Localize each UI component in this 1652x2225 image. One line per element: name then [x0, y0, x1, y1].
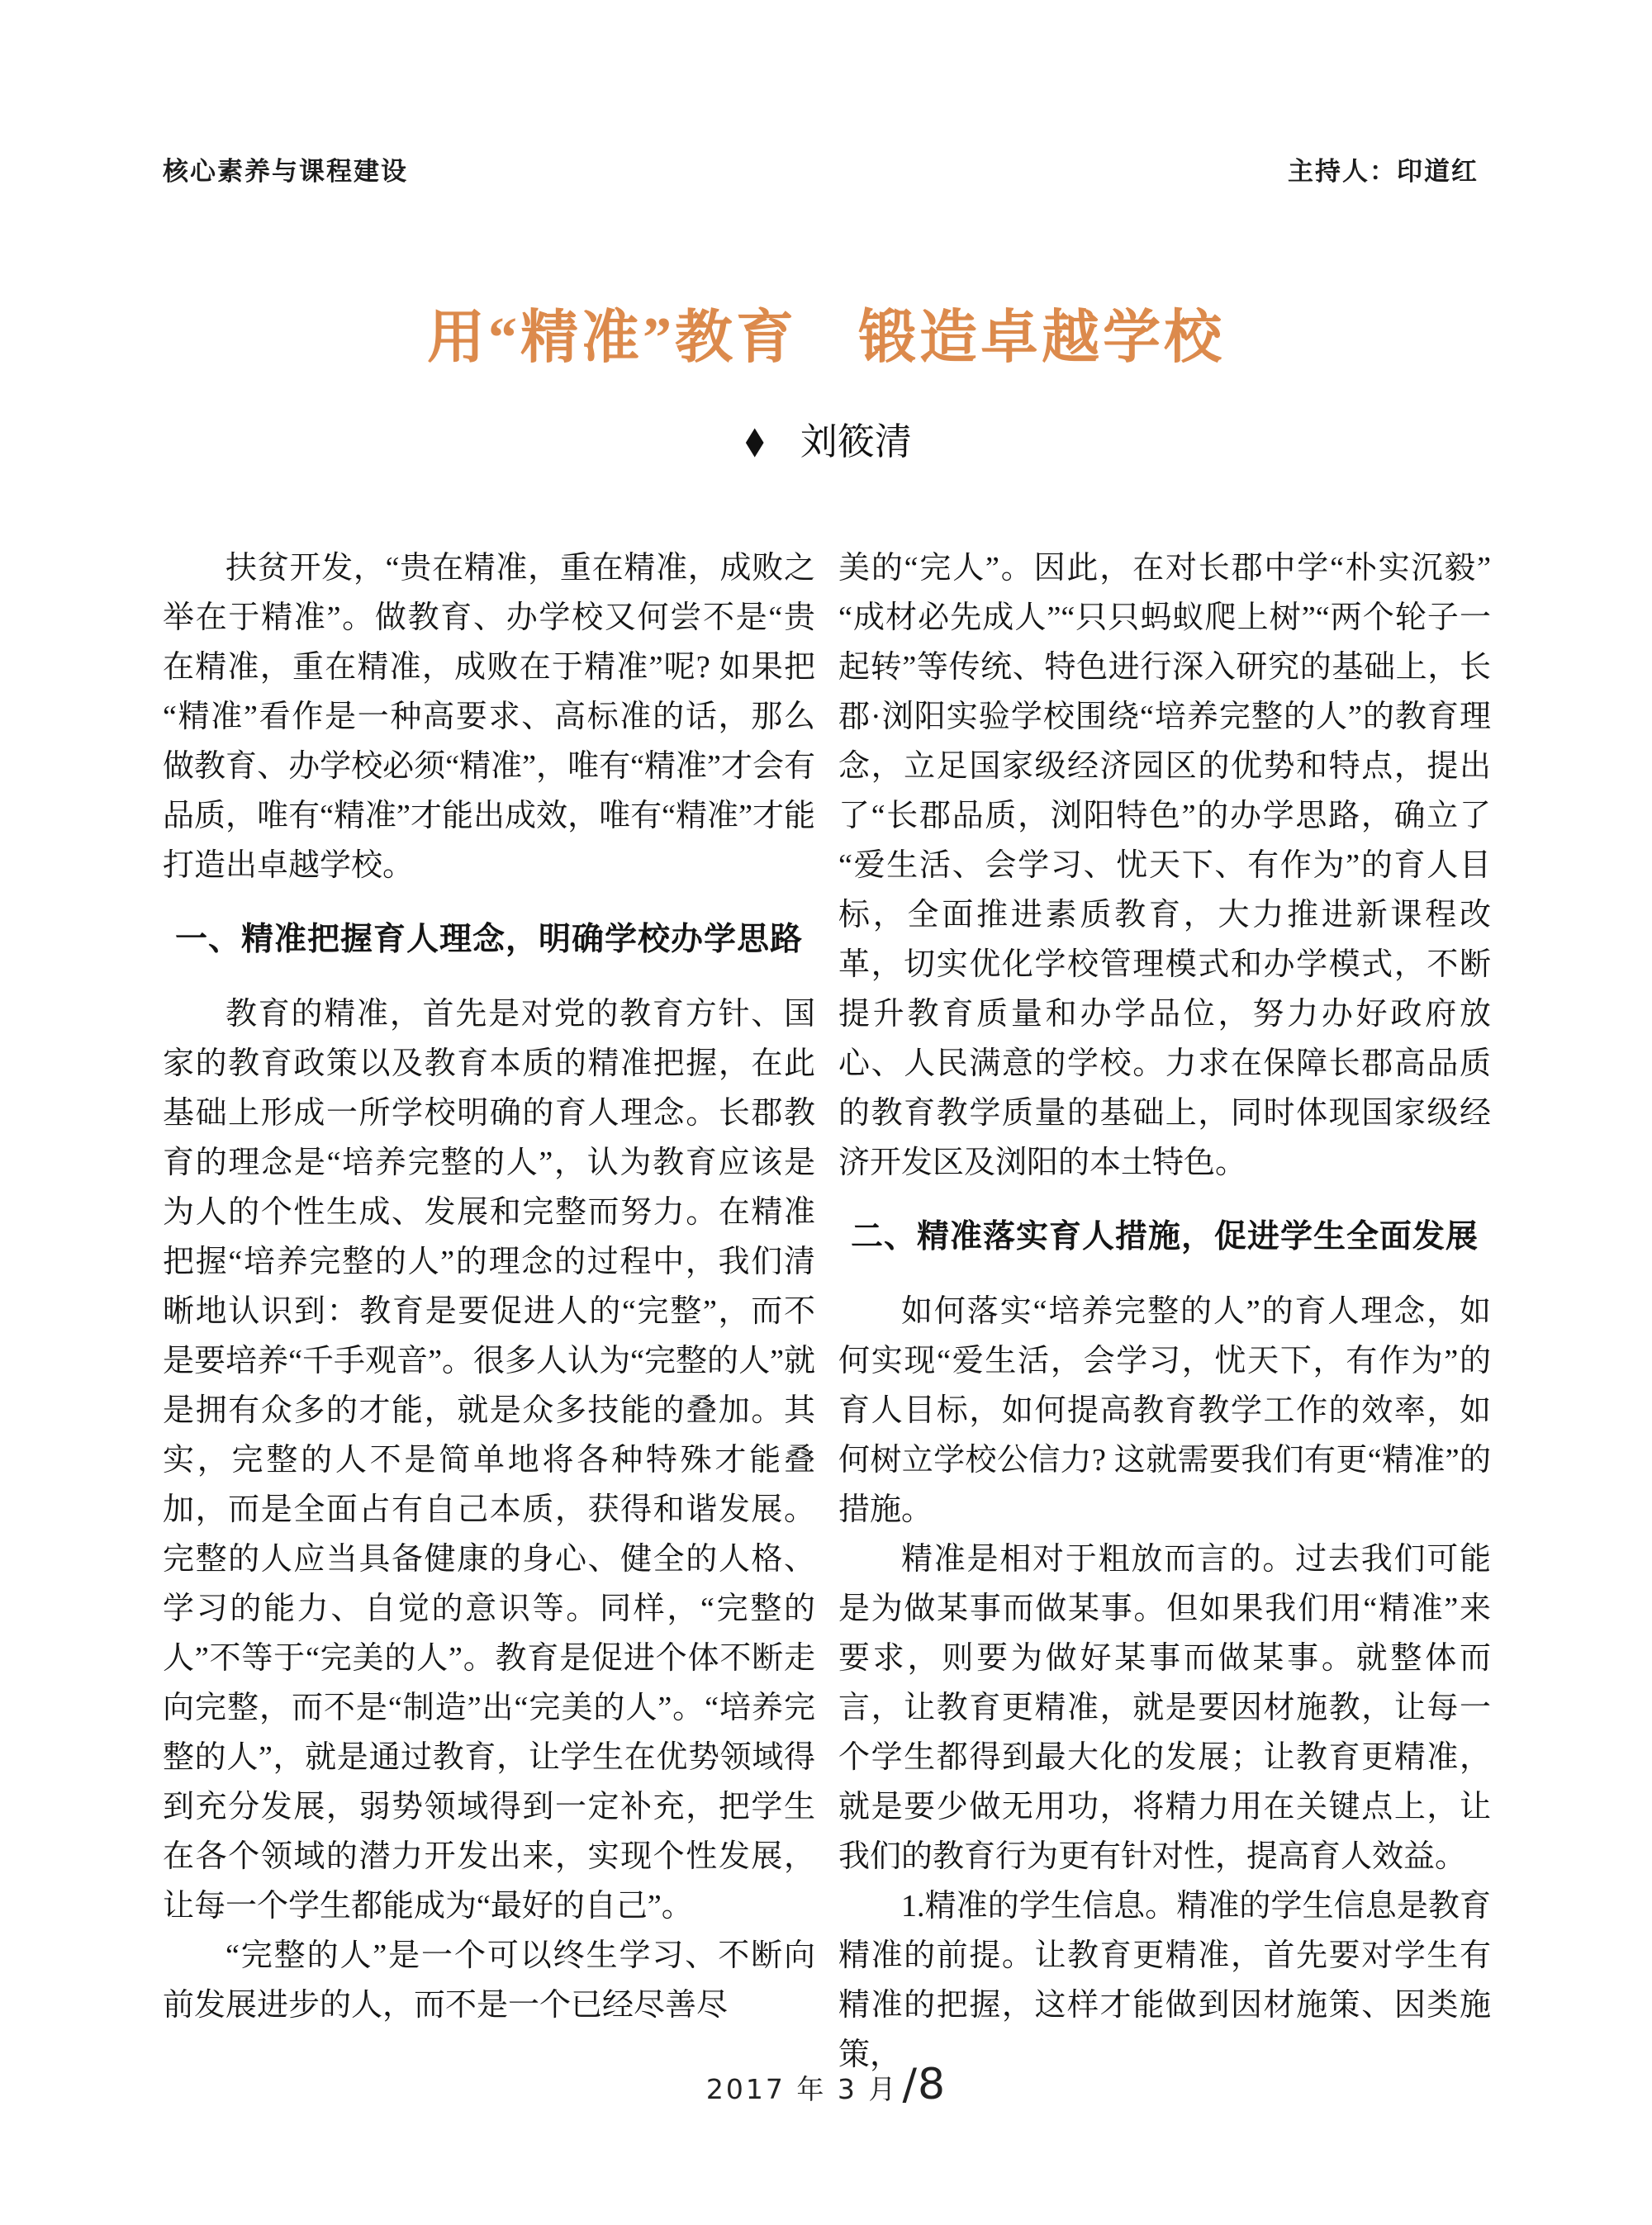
paragraph: “完整的人”是一个可以终生学习、不断向前发展进步的人，而不是一个已经尽善尽 — [163, 1938, 815, 2023]
header-host-label: 主持人：印道红 — [1288, 157, 1479, 186]
paragraph: 扶贫开发，“贵在精准，重在精准，成败之举在于精准”。做教育、办学校又何尝不是“贵在精准，重在精准，成败在于精准”呢? 如果把“精准”看作是一种高要求、高标准的话，那么做教育、办学校必须“精准”，唯有“精准”才会有品质，唯有“精准”才能出成效，唯有“精准”才能打造出卓越学校。 — [163, 551, 815, 883]
running-header — [163, 150, 1479, 187]
author-name: 刘筱清 — [800, 421, 912, 463]
paragraph: 1.精准的学生信息。精准的学生信息是教育精准的前提。让教育更精准，首先要对学生有精准的把握，这样才能做到因材施策、因类施策， — [838, 1889, 1491, 2072]
right-column — [838, 543, 1491, 2080]
paragraph: 美的“完人”。因此，在对长郡中学“朴实沉毅”“成材必先成人”“只只蚂蚁爬上树”“两个轮子一起转”等传统、特色进行深入研究的基础上，长郡·浏阳实验学校围绕“培养完整的人”的教育理念，立足国家级经济园区的优势和特点，提出了“长郡品质，浏阳特色”的办学思路，确立了“爱生活、会学习、忧天下、有作为”的育人目标，全面推进素质教育，大力推进新课程改革，切实优化学校管理模式和办学模式，不断提升教育质量和办学品位，努力办好政府放心、人民满意的学校。力求在保障长郡高品质的教育教学质量的基础上，同时体现国家级经济开发区及浏阳的本土特色。 — [838, 551, 1491, 1180]
paragraph: 如何落实“培养完整的人”的育人理念，如何实现“爱生活，会学习，忧天下，有作为”的育人目标，如何提高教育教学工作的效率，如何树立学校公信力? 这就需要我们有更“精准”的措施。 — [838, 1294, 1491, 1527]
footer-page-number: /8 — [902, 2060, 947, 2109]
paragraph: 精准是相对于粗放而言的。过去我们可能是为做某事而做某事。但如果我们用“精准”来要求，则要为做好某事而做某事。就整体而言，让教育更精准，就是要因材施教，让每一个学生都得到最大化的发展；让教育更精准，就是要少做无用功，将精力用在关键点上，让我们的教育行为更有针对性，提高育人效益。 — [838, 1542, 1491, 1874]
paragraph: 教育的精准，首先是对党的教育方针、国家的教育政策以及教育本质的精准把握，在此基础上形成一所学校明确的育人理念。长郡教育的理念是“培养完整的人”，认为教育应该是为人的个性生成、发展和完整而努力。在精准把握“培养完整的人”的理念的过程中，我们清晰地认识到：教育是要促进人的“完整”，而不是要培养“千手观音”。很多人认为“完整的人”就是拥有众多的才能，就是众多技能的叠加。其实，完整的人不是简单地将各种特殊才能叠加，而是全面占有自己本质，获得和谐发展。完整的人应当具备健康的身心、健全的人格、学习的能力、自觉的意识等。同样，“完整的人”不等于“完美的人”。教育是促进个体不断走向完整，而不是“制造”出“完美的人”。“培养完整的人”，就是通过教育，让学生在优势领域得到充分发展，弱势领域得到一定补充，把学生在各个领域的潜力开发出来，实现个性发展，让每一个学生都能成为“最好的自己”。 — [163, 997, 815, 1924]
footer-date: 2017 年 3 月 — [705, 2073, 899, 2105]
section-heading: 一、精准把握育人理念，明确学校办学思路 — [174, 922, 803, 957]
header-section-label: 核心素养与课程建设 — [163, 157, 408, 186]
diamond-icon: ◆ — [745, 419, 764, 461]
author-line — [0, 411, 1652, 465]
left-column — [163, 543, 815, 2080]
page-footer — [0, 2060, 1652, 2109]
article-body — [163, 543, 1491, 2080]
section-heading: 二、精准落实育人措施，促进学生全面发展 — [850, 1219, 1479, 1255]
article-title: 用“精准”教育 锻造卓越学校 — [427, 306, 1225, 370]
